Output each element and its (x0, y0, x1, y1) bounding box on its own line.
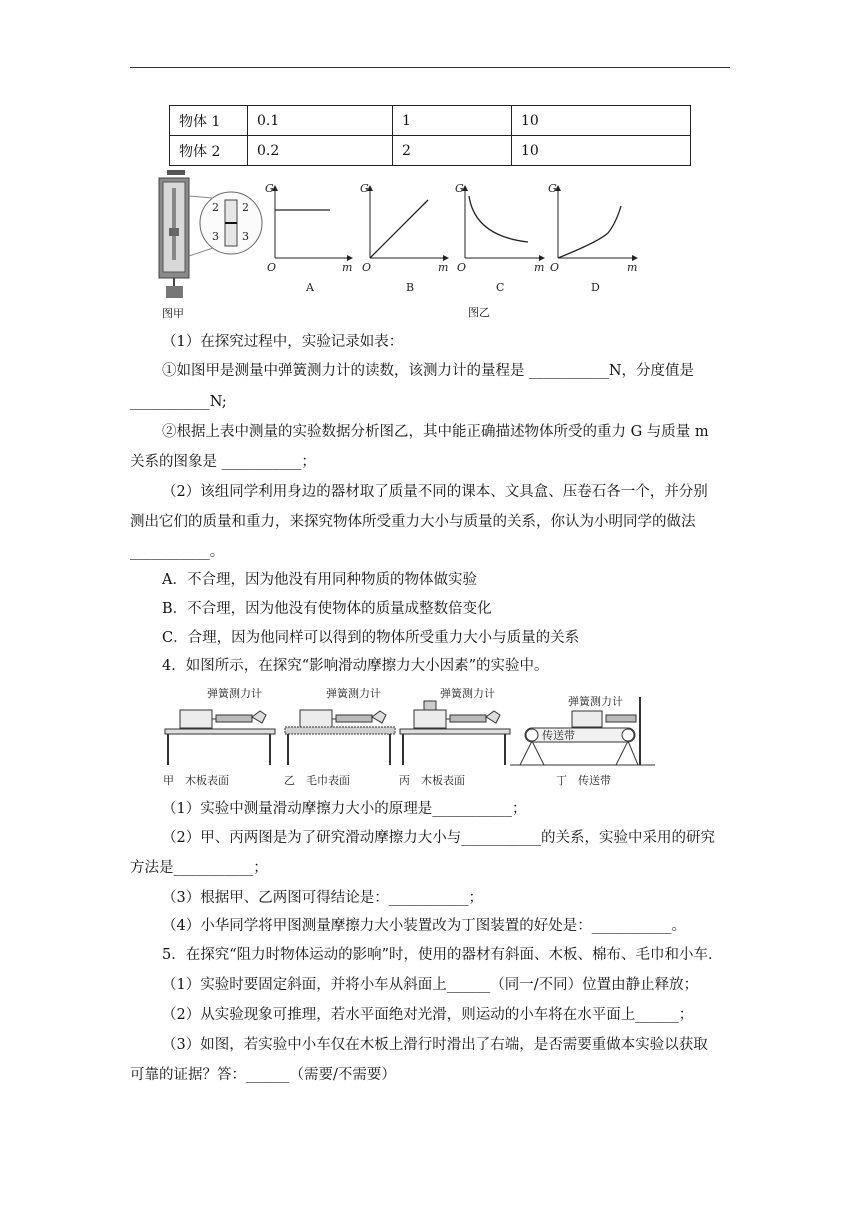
fig-yi-caption: 图乙 (468, 306, 490, 319)
table-row (170, 136, 691, 166)
question-5-stem: 5．在探究“阻力时物体运动的影响”时，使用的器材有斜面、木板、棉布、毛巾和小车． (162, 947, 723, 963)
meter-label: 弹簧测力计 (326, 687, 381, 700)
text-line: （1）实验时要固定斜面，并将小车从斜面上______（同一/不同）位置由静止释放； (162, 977, 699, 993)
graph-label: A (306, 281, 314, 294)
text-line: （1）实验中测量滑动摩擦力大小的原理是___________； (162, 801, 527, 817)
fig-jia-caption: 图甲 (162, 307, 184, 320)
table-cell: 10 (512, 106, 691, 136)
graph-label: C (496, 281, 505, 294)
table-cell: 10 (512, 136, 691, 166)
scale-mark: 2 (212, 201, 219, 214)
header-rule (130, 67, 730, 68)
text-line: （2）从实验现象可推理，若水平面绝对光滑，则运动的小车将在水平面上______； (162, 1007, 694, 1023)
table-cell: 物体 2 (170, 136, 248, 166)
text-line: 方法是___________； (130, 860, 268, 876)
scale-mark: 3 (242, 230, 249, 243)
table-cell: 1 (393, 106, 512, 136)
text-line: 测出它们的质量和重力，来探究物体所受重力大小与质量的关系，你认为小明同学的做法 (130, 514, 696, 530)
svg-text:m: m (438, 261, 449, 274)
text-line: ___________N; (130, 394, 227, 410)
text-line: （4）小华同学将甲图测量摩擦力大小装置改为丁图装置的好处是：___________。 (162, 918, 686, 934)
belt-label: 传送带 (542, 729, 575, 742)
text-line: ②根据上表中测量的实验数据分析图乙，其中能正确描述物体所受的重力 G 与质量 m (162, 424, 709, 440)
svg-text:G: G (455, 182, 464, 195)
graph-label: D (591, 281, 600, 294)
table-cell: 0.1 (248, 106, 393, 136)
panel-caption: 甲 木板表面 (163, 774, 229, 787)
g-m-graphs (260, 178, 660, 300)
text-line: （3）根据甲、乙两图可得结论是：___________； (162, 890, 483, 906)
text-line: ①如图甲是测量中弹簧测力计的读数，该测力计的量程是 ___________N，分度值是 (162, 363, 695, 379)
graph-d (548, 182, 637, 294)
text-line: （1）在探究过程中，实验记录如表： (162, 334, 404, 350)
text-line: ___________。 (130, 544, 225, 560)
svg-text:G: G (265, 182, 274, 195)
question-4-stem: 4．如图所示，在探究“影响滑动摩擦力大小因素”的实验中。 (162, 658, 549, 674)
text-line: （2）该组同学利用身边的器材取了质量不同的课本、文具盒、压卷石各一个，并分别 (162, 484, 708, 500)
graph-label: B (406, 281, 415, 294)
option-c: C．合理，因为他同样可以得到的物体所受重力大小与质量的关系 (162, 630, 580, 646)
spring-scale-figure (155, 168, 265, 298)
svg-text:m: m (534, 261, 545, 274)
svg-text:O: O (457, 261, 467, 274)
data-table (169, 105, 691, 166)
table-cell: 物体 1 (170, 106, 248, 136)
svg-text:m: m (342, 261, 353, 274)
table-cell: 0.2 (248, 136, 393, 166)
graph-c (455, 182, 544, 294)
meter-label: 弹簧测力计 (440, 687, 495, 700)
svg-text:m: m (627, 261, 638, 274)
panel-caption: 乙 毛巾表面 (284, 774, 350, 787)
text-line: （2）甲、丙两图是为了研究滑动摩擦力大小与___________的关系，实验中采用的研究 (162, 830, 715, 846)
meter-label: 弹簧测力计 (207, 687, 262, 700)
svg-text:O: O (267, 261, 277, 274)
option-b: B．不合理，因为他没有使物体的质量成整数倍变化 (162, 601, 492, 617)
panel-caption: 丁 传送带 (556, 774, 611, 787)
table-cell: 2 (393, 136, 512, 166)
meter-label: 弹簧测力计 (568, 695, 623, 708)
table-row (170, 106, 691, 136)
text-line: （3）如图，若实验中小车仅在木板上滑行时滑出了右端，是否需要重做本实验以获取 (162, 1037, 708, 1053)
svg-text:G: G (360, 182, 369, 195)
graph-b (360, 182, 448, 294)
option-a: A．不合理，因为他没有用同种物质的物体做实验 (162, 572, 477, 588)
graph-a (265, 182, 352, 294)
svg-text:G: G (548, 182, 557, 195)
scale-mark: 2 (242, 201, 249, 214)
svg-text:O: O (550, 261, 560, 274)
friction-experiment-figure (160, 683, 660, 793)
text-line: 关系的图象是 ___________； (130, 454, 316, 470)
panel-caption: 丙 木板表面 (399, 774, 465, 787)
svg-text:O: O (362, 261, 372, 274)
scale-mark: 3 (212, 230, 219, 243)
text-line: 可靠的证据？答：______（需要/不需要） (130, 1067, 396, 1083)
